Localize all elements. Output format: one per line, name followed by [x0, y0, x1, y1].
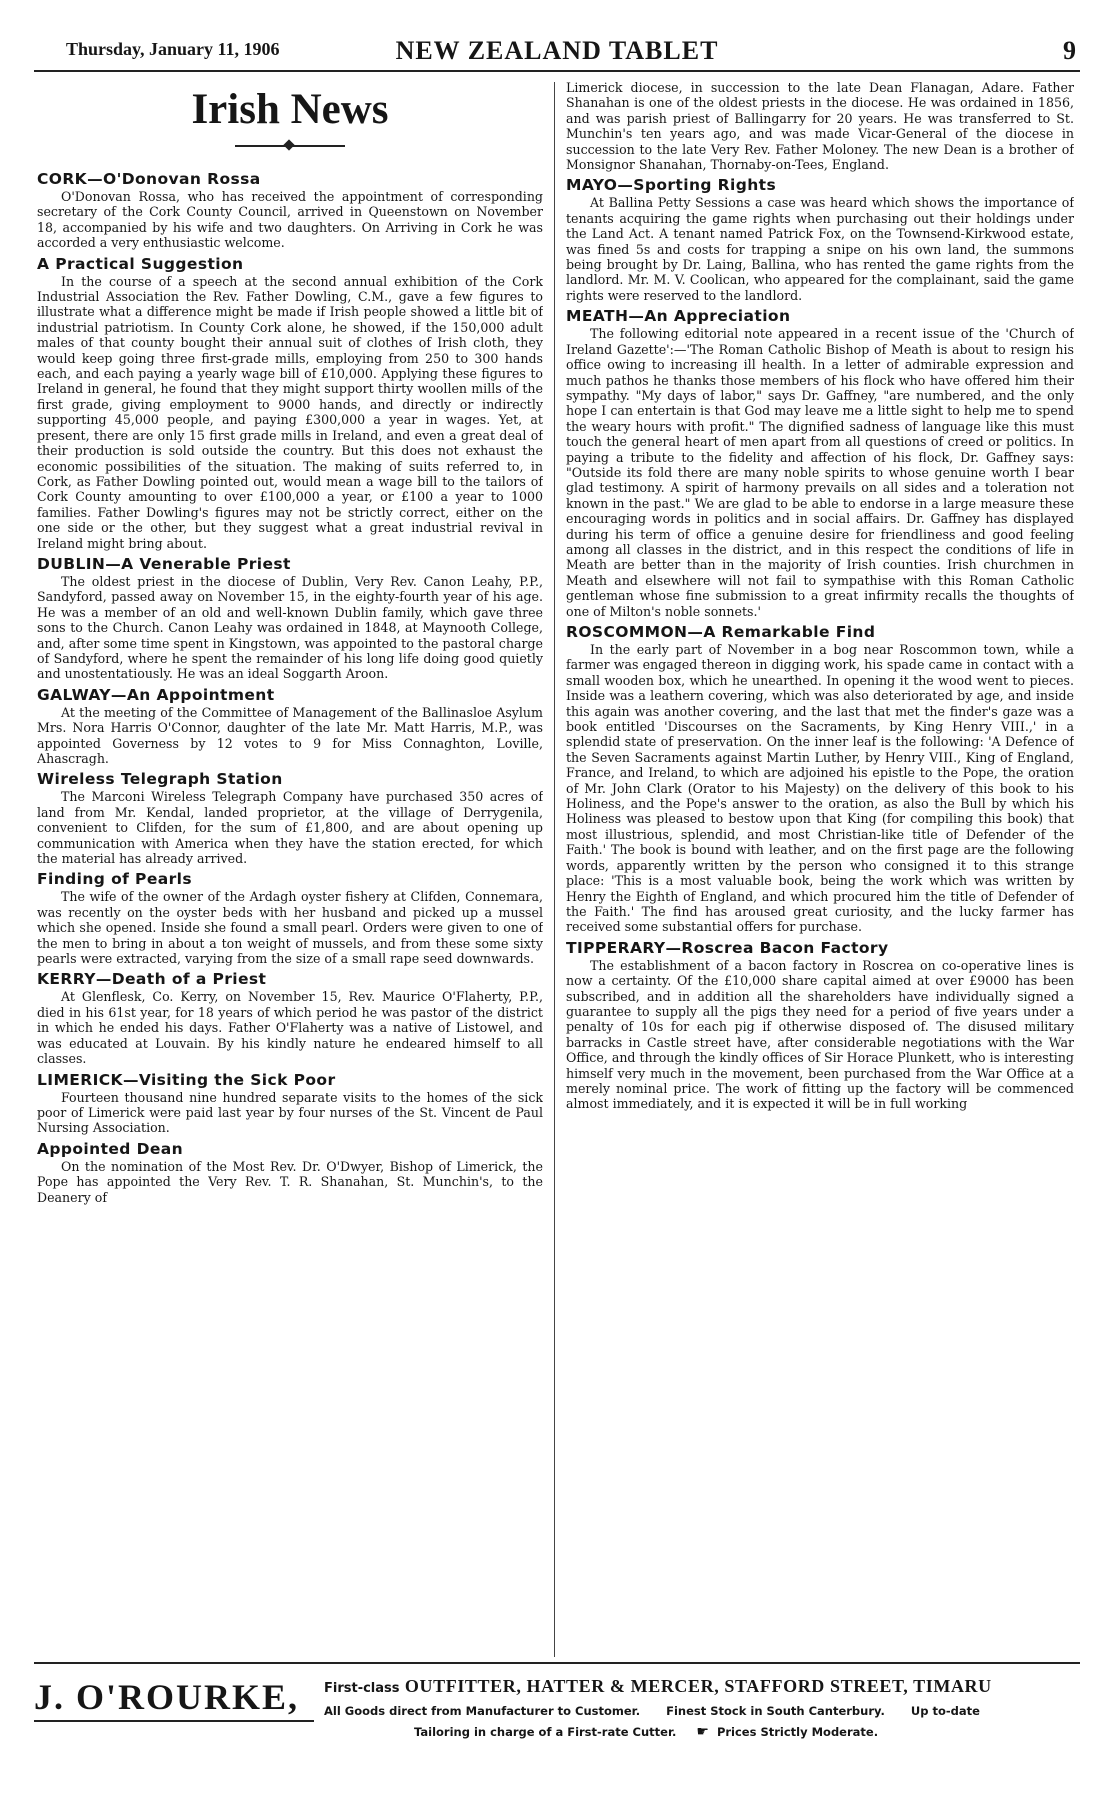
article-limerick-visiting-the-sick-poor [37, 1070, 543, 1136]
advertiser-underline [34, 1720, 314, 1722]
advert-line-3b: Prices Strictly Moderate. [716, 1725, 879, 1739]
article-heading: GALWAY—An Appointment [37, 685, 275, 704]
article-paragraph: Limerick diocese, in succession to the late Dean Flanagan, Adare. Father Shanahan is one of the oldest priests in the diocese. He was ordained in 1856, and was parish priest of Ballingarry for 20 years. He was transferred to St. Munchin's ten years ago, and was made Vicar-General of the diocese in succession to the late Very Rev. Father Moloney. The new Dean is a brother of Monsignor Shanahan, Thornaby-on-Tees, England. [566, 80, 1074, 173]
issue-date: Thursday, January 11, 1906 [66, 39, 280, 59]
page-number: 9 [1063, 36, 1076, 65]
article-heading: CORK—O'Donovan Rossa [37, 170, 261, 188]
article-finding-of-pearls [37, 869, 543, 966]
section-title: Irish News [191, 86, 389, 133]
article-mayo-sporting-rights [566, 175, 1074, 303]
article-continued [566, 80, 1074, 172]
advert-line-2c: Up to-date [910, 1704, 980, 1718]
diamond-icon [283, 139, 294, 150]
article-heading: LIMERICK—Visiting the Sick Poor [37, 1070, 336, 1089]
advertisement [34, 1662, 1080, 1754]
article-kerry-death-of-a-priest [37, 969, 543, 1066]
article-heading: DUBLIN—A Venerable Priest [37, 554, 291, 573]
article-heading: Appointed Dean [37, 1139, 184, 1158]
article-heading: Wireless Telegraph Station [37, 770, 283, 789]
article-heading: KERRY—Death of a Priest [37, 970, 267, 989]
article-paragraph: On the nomination of the Most Rev. Dr. O'Dwyer, Bishop of Limerick, the Pope has appointed the Very Rev. T. R. Shanahan, St. Munchin's, to the Deanery of [37, 1158, 543, 1205]
masthead [34, 30, 1080, 72]
article-paragraph: The wife of the owner of the Ardagh oyster fishery at Clifden, Connemara, was recently on the oyster beds with her husband and picked up a mussel which she opened. Inside she found a small pearl. Orders were given to one of the men to bring in about a ton weight of mussels, and from these some sixty pearls were extracted, varying from the size of a small rape seed downwards. [37, 889, 543, 967]
article-heading: MAYO—Sporting Rights [566, 176, 777, 195]
advert-line-2a: All Goods direct from Manufacturer to Customer. [324, 1704, 641, 1718]
article-paragraph: At Glenflesk, Co. Kerry, on November 15, Rev. Maurice O'Flaherty, P.P., died in his 61st year, for 18 years of which period he was pastor of the district in which he ended his days. Father O'Flaherty was a native of Listowel, and was educated at Louvain. By his kindly nature he endeared himself to all classes. [37, 989, 543, 1067]
left-column [37, 80, 543, 1660]
article-paragraph: Fourteen thousand nine hundred separate visits to the homes of the sick poor of Limerick were paid last year by four nurses of the St. Vincent de Paul Nursing Association. [37, 1089, 543, 1136]
article-galway-an-appointment [37, 685, 543, 767]
article-paragraph: At Ballina Petty Sessions a case was heard which shows the importance of tenants acquiring the game rights when purchasing out their holdings under the Land Act. A tenant named Patrick Fox, on the Townsend-Kirkwood estate, was fined 5s and costs for trapping a snipe on his own land, the summons being brought by Dr. Laing, Ballina, who has rented the game rights from the landlord. Mr. M. V. Coolican, who appeared for the complainant, said the game rights were reserved to the landlord. [566, 195, 1074, 303]
article-paragraph: The oldest priest in the diocese of Dublin, Very Rev. Canon Leahy, P.P., Sandyford, passed away on November 15, in the eighty-fourth year of his age. He was a member of an old and well-known Dublin family, which gave three sons to the Church. Canon Leahy was ordained in 1848, at Maynooth College, and, after some time spent in Kingstown, was appointed to the pastoral charge of Sandyford, where he spent the remainder of his long life doing good quietly and unostentatiously. He was an ideal Soggarth Aroon. [37, 573, 543, 682]
article-heading: TIPPERARY—Roscrea Bacon Factory [566, 938, 889, 957]
advertiser-name: J. O'ROURKE, [34, 1677, 300, 1717]
advert-line-3a: Tailoring in charge of a First-rate Cutter. [414, 1725, 677, 1739]
advert-headline [324, 1676, 1080, 1697]
article-heading: ROSCOMMON—A Remarkable Find [566, 623, 876, 641]
article-heading: A Practical Suggestion [37, 254, 244, 273]
newspaper-title: NEW ZEALAND TABLET [395, 36, 719, 65]
article-wireless-telegraph-station [37, 769, 543, 866]
advert-line-2b: Finest Stock in South Canterbury. [666, 1704, 885, 1718]
article-heading: MEATH—An Appreciation [566, 307, 791, 326]
article-paragraph: In the course of a speech at the second annual exhibition of the Cork Industrial Association the Rev. Father Dowling, C.M., gave a few figures to illustrate what a difference might be made if Irish people showed a little bit of industrial patriotism. In County Cork alone, he showed, if the 150,000 adult males of that county bought their annual suit of clothes of Irish cloth, they would keep going three first-grade mills, employing from 250 to 300 hands each, and each paying a yearly wage bill of £10,000. Applying these figures to Ireland in general, he found that they might support thirty woollen mills of the first grade, giving employment to 9000 hands, and directly or indirectly supporting 45,000 people, and paying £300,000 a year in wages. Yet, at present, there are only 15 first grade mills in Ireland, and even a great deal of their production is sold outside the country. But this does not exhaust the economic possibilities of the situation. The making of suits referred to, in Cork, as Father Dowling pointed out, would mean a wage bill to the tailors of Cork County amounting to over £100,000 a year, or £100 a year to 1000 families. Father Dowling's figures may not be strictly correct, either on the one side or the other, but they suggest what a great industrial revival in Ireland might bring about. [37, 273, 543, 551]
article-appointed-dean [37, 1139, 543, 1205]
article-paragraph: The following editorial note appeared in a recent issue of the 'Church of Ireland Gazette':—'The Roman Catholic Bishop of Meath is about to resign his office owing to increasing ill health. In a letter of admirable expression and much pathos he thanks those members of his flock who have offered him their sympathy. "My days of labor," says Dr. Gaffney, "are numbered, and the only hope I can entertain is that God may leave me a little sight to help me to spend the weary hours with profit." The dignified sadness of language like this must touch the general heart of men apart from all questions of creed or politics. In paying a tribute to the fidelity and affection of his flock, Dr. Gaffney says: "Outside its fold there are many noble spirits to whose genuine worth I bear glad testimony. A spirit of harmony prevails on all sides and a toleration not known in the past." We are glad to be able to endorse in a large measure these encouraging words in politics and in social affairs. Dr. Gaffney has displayed during his term of office a genuine desire for friendliness and good feeling among all classes in the district, and in this respect the conditions of life in Meath are better than in the majority of Irish counties. Irish churchmen in Meath and elsewhere will not fail to sympathise with this Roman Catholic gentleman whose fine submission to a great infirmity recalls the thoughts of one of Milton's noble sonnets.' [566, 326, 1074, 619]
left-articles [37, 169, 543, 1205]
advert-lead: First-class [324, 1681, 400, 1696]
right-articles [566, 80, 1074, 1112]
advert-main: OUTFITTER, HATTER & MERCER, STAFFORD STREET, TIMARU [404, 1676, 992, 1696]
article-paragraph: In the early part of November in a bog near Roscommon town, while a farmer was engaged thereon in digging work, his spade came in contact with a small wooden box, which he unearthed. In opening it the wood went to pieces. Inside was a leathern covering, which was also deteriorated by age, and inside this again was another covering, and the last that met the finder's gaze was a book entitled 'Discourses on the Sacraments, by King Henry VIII.,' in a splendid state of preservation. On the inner leaf is the following: 'A Defence of the Seven Sacraments against Martin Luther, by Henry VIII., King of England, France, and Ireland, to which are adjoined his epistle to the Pope, the oration of Mr. John Clark (Orator to his Majesty) on the delivery of this book to his Holiness, and the Pope's answer to the oration, as also the Bull by which his Holiness was pleased to bestow upon that King (for compiling this book) that most illustrious, splendid, and most Christian-like title of Defender of the Faith.' The book is bound with leather, and on the first page are the following words, apparently written by the person who consigned it to this strange place: 'This is a most valuable book, being the work which was written by Henry the Eighth of England, and which procured him the title of Defender of the Faith.' The find has aroused great curiosity, and the lucky farmer has received some substantial offers for purchase. [566, 642, 1074, 935]
article-heading: Finding of Pearls [37, 870, 192, 889]
article-a-practical-suggestion [37, 254, 543, 551]
article-meath-an-appreciation [566, 306, 1074, 619]
article-cork-o-donovan-rossa [37, 169, 543, 251]
right-column [566, 80, 1074, 1660]
article-paragraph: The Marconi Wireless Telegraph Company have purchased 350 acres of land from Mr. Kendal, landed proprietor, at the village of Derrygenila, convenient to Clifden, for the sum of £1,800, and are about opening up communication with America when they have the station erected, for which the material has already arrived. [37, 789, 543, 867]
article-paragraph: O'Donovan Rossa, who has received the appointment of corresponding secretary of the Cork County Council, arrived in Queenstown on November 18, accompanied by his wife and two daughters. On Arriving in Cork he was accorded a very enthusiastic welcome. [37, 189, 543, 251]
column-divider [554, 82, 555, 1657]
advert-line-2 [324, 1704, 1080, 1718]
article-dublin-a-venerable-priest [37, 554, 543, 682]
article-roscommon-a-remarkable-find [566, 622, 1074, 935]
article-paragraph: The establishment of a bacon factory in Roscrea on co-operative lines is now a certainty. Of the £10,000 share capital aimed at over £9000 has been subscribed, and in addition all the shareholders have individually signed a guarantee to supply all the pigs they need for a period of five years under a penalty of 10s for each pig if otherwise disposed of. The disused military barracks in Castle street have, after considerable negotiations with the War Office, and through the kindly offices of Sir Horace Plunkett, who is interesting himself very much in the movement, been purchased from the War Office at a merely nominal price. The work of fitting up the factory will be commenced almost immediately, and it is expected it will be in full working [566, 957, 1074, 1112]
title-ornament [235, 141, 345, 151]
advert-line-3 [414, 1724, 878, 1740]
article-tipperary-roscrea-bacon-factory [566, 938, 1074, 1112]
pointing-hand-icon: ☛ [696, 1724, 709, 1740]
article-paragraph: At the meeting of the Committee of Management of the Ballinasloe Asylum Mrs. Nora Harris O'Connor, daughter of the late Mr. Matt Harris, M.P., was appointed Governess by 12 votes to 9 for Miss Connaghton, Loville, Ahascragh. [37, 704, 543, 766]
